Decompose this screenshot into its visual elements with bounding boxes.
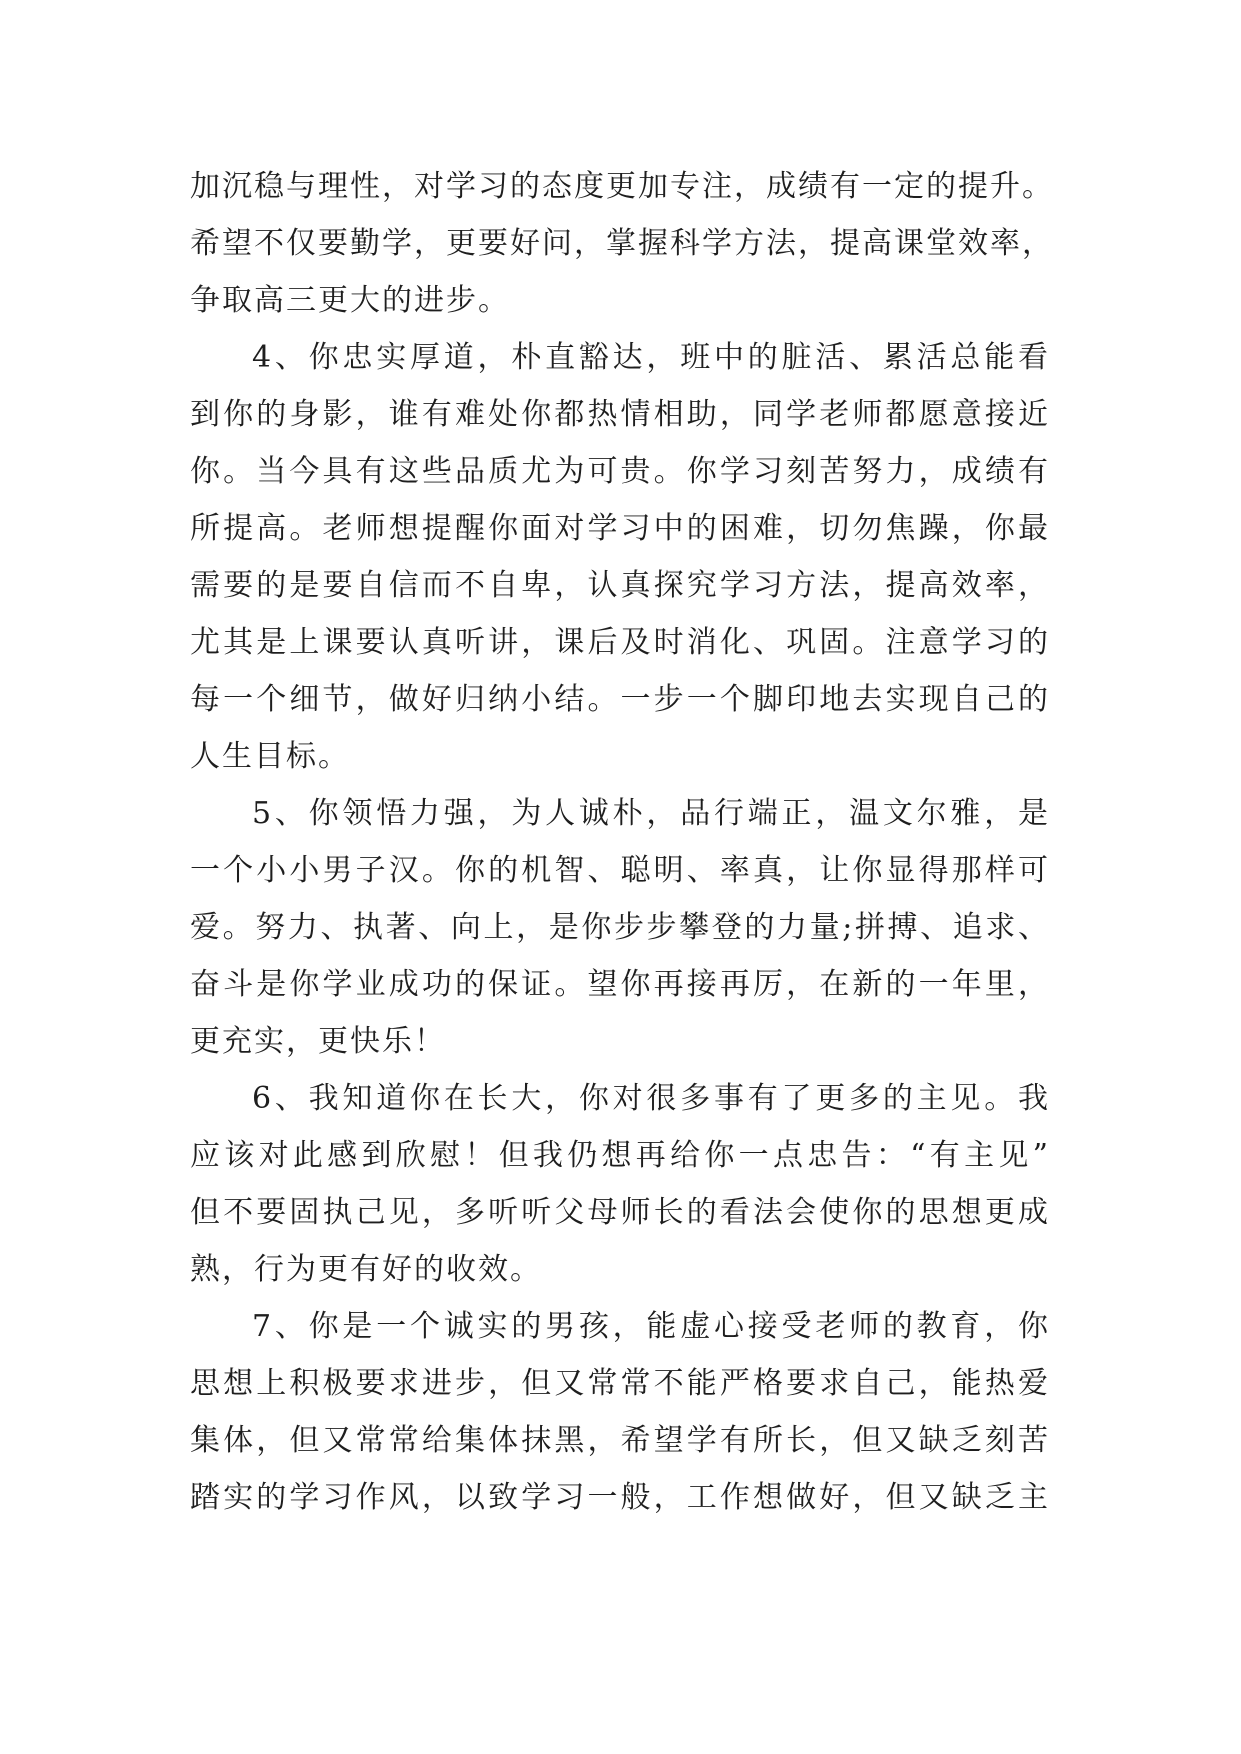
text-line: 需要的是要自信而不自卑，认真探究学习方法，提高效率， (190, 568, 1050, 603)
text-line: 所提高。老师想提醒你面对学习中的困难，切勿焦躁，你最 (190, 511, 1050, 546)
text-line: 每一个细节，做好归纳小结。一步一个脚印地去实现自己的 (190, 682, 1050, 717)
text-line: 加沉稳与理性，对学习的态度更加专注，成绩有一定的提升。 (190, 169, 1054, 204)
text-line: 7、你是一个诚实的男孩，能虚心接受老师的教育，你 (252, 1309, 1050, 1344)
text-line: 一个小小男子汉。你的机智、聪明、率真，让你显得那样可 (190, 853, 1050, 888)
text-line: 尤其是上课要认真听讲，课后及时消化、巩固。注意学习的 (190, 625, 1050, 660)
text-line: 应该对此感到欣慰！但我仍想再给你一点忠告：“有主见” (190, 1138, 1050, 1173)
text-line: 思想上积极要求进步，但又常常不能严格要求自己，能热爱 (190, 1366, 1050, 1401)
text-line: 你。当今具有这些品质尤为可贵。你学习刻苦努力，成绩有 (190, 454, 1050, 489)
text-line: 更充实，更快乐！ (190, 1024, 446, 1059)
text-line: 奋斗是你学业成功的保证。望你再接再厉，在新的一年里， (190, 967, 1050, 1002)
text-line: 6、我知道你在长大，你对很多事有了更多的主见。我 (252, 1081, 1050, 1116)
paragraph-4 (190, 329, 1050, 785)
text-line: 爱。努力、执著、向上，是你步步攀登的力量;拼搏、追求、 (190, 910, 1050, 945)
paragraph-5 (190, 785, 1050, 1070)
text-line: 希望不仅要勤学，更要好问，掌握科学方法，提高课堂效率， (190, 226, 1054, 261)
text-line: 但不要固执己见，多听听父母师长的看法会使你的思想更成 (190, 1195, 1050, 1230)
text-line: 争取高三更大的进步。 (190, 283, 510, 318)
paragraph-6 (190, 1070, 1050, 1298)
document-body (190, 158, 1054, 1526)
text-line: 4、你忠实厚道，朴直豁达，班中的脏活、累活总能看 (252, 340, 1050, 375)
text-line: 熟，行为更有好的收效。 (190, 1252, 542, 1287)
text-line: 人生目标。 (190, 739, 350, 774)
text-line: 5、你领悟力强，为人诚朴，品行端正，温文尔雅，是 (252, 796, 1050, 831)
text-line: 踏实的学习作风，以致学习一般，工作想做好，但又缺乏主 (190, 1480, 1050, 1515)
text-line: 到你的身影，谁有难处你都热情相助，同学老师都愿意接近 (190, 397, 1050, 432)
paragraph-7 (190, 1298, 1050, 1526)
text-line: 集体，但又常常给集体抹黑，希望学有所长，但又缺乏刻苦 (190, 1423, 1050, 1458)
paragraph-3-continued (190, 158, 1054, 329)
